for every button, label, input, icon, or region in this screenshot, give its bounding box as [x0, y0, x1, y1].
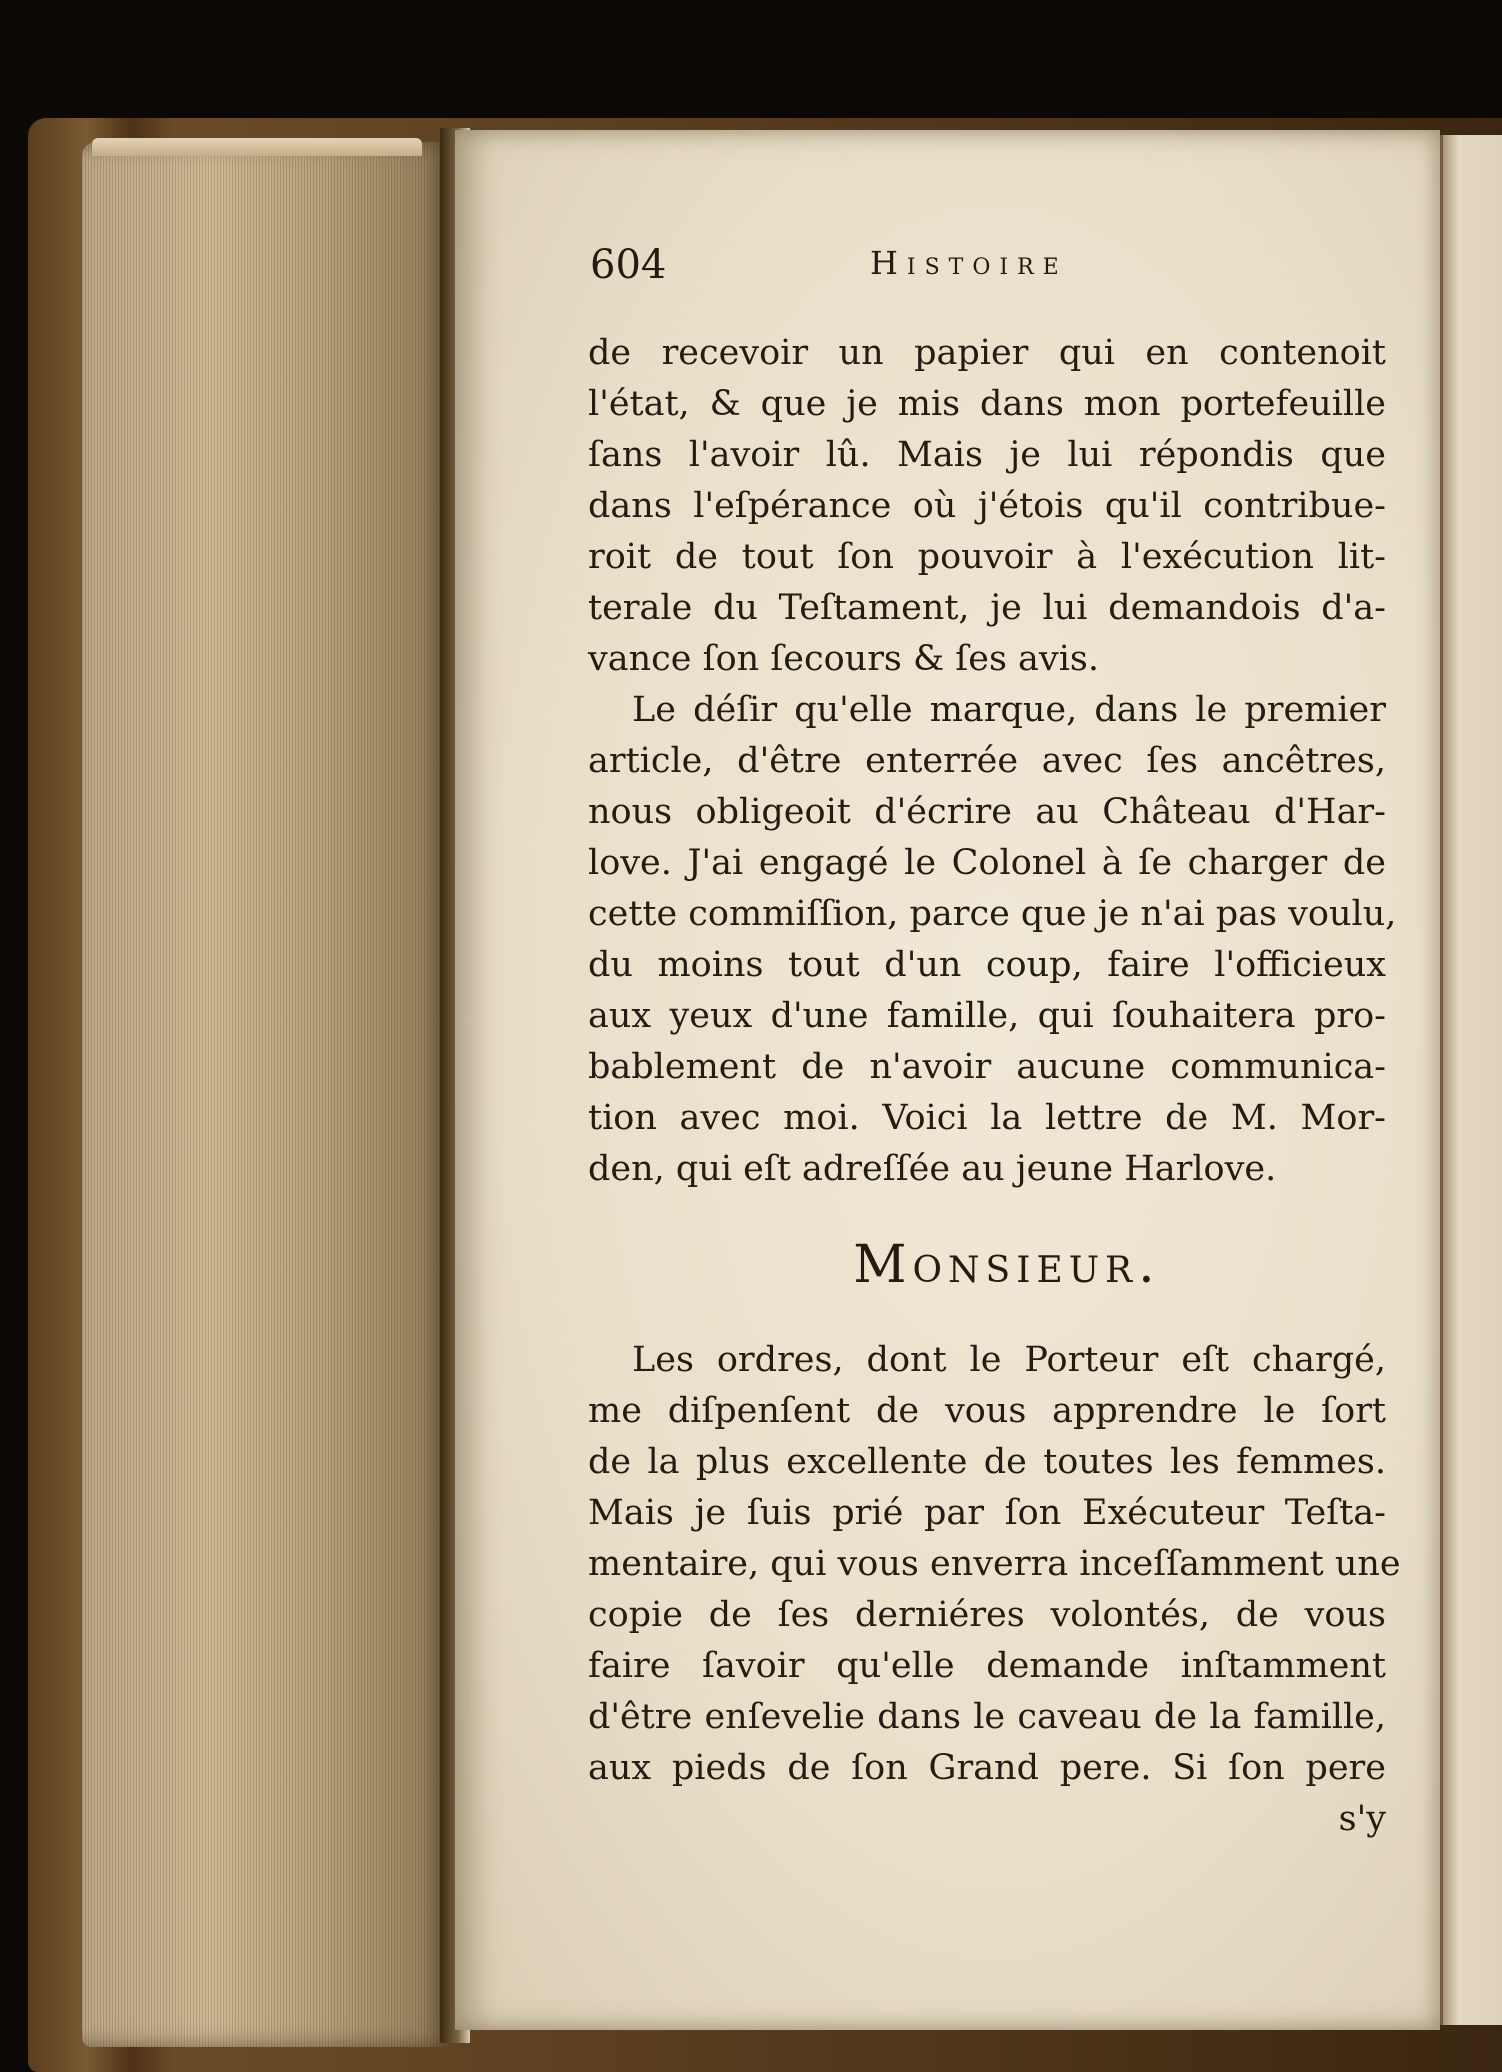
text-line: du moins tout d'un coup, faire l'officieux: [588, 945, 1386, 985]
text-line: nous obligeoit d'écrire au Château d'Har-: [588, 792, 1386, 832]
running-title: Histoire: [870, 244, 1068, 282]
text-line: bablement de n'avoir aucune communica-: [588, 1047, 1386, 1087]
text-line: article, d'être enterrée avec ſes ancêtres,: [588, 741, 1386, 781]
text-line: tion avec moi. Voici la lettre de M. Mor-: [588, 1098, 1386, 1138]
text-line: roit de tout ſon pouvoir à l'exécution lit-: [588, 537, 1386, 577]
text-line: cette commiſſion, parce que je n'ai pas voulu,: [588, 894, 1397, 934]
letter-line: de la plus excellente de toutes les femmes.: [588, 1442, 1386, 1482]
letter-line: Les ordres, dont le Porteur eſt chargé,: [632, 1340, 1386, 1380]
text-line: ſans l'avoir lû. Mais je lui répondis que: [588, 435, 1386, 475]
letter-line: faire ſavoir qu'elle demande inſtamment: [588, 1646, 1386, 1686]
letter-salutation: Monsieur.: [853, 1235, 1161, 1295]
page-edges-top: [92, 138, 422, 156]
letter-line: d'être enſevelie dans le caveau de la famille,: [588, 1697, 1386, 1737]
text-line: Le déſir qu'elle marque, dans le premier: [632, 690, 1386, 730]
text-line: terale du Teſtament, je lui demandois d'a-: [588, 588, 1386, 628]
running-head: [590, 238, 1420, 298]
letter-line: copie de ſes derniéres volontés, de vous: [588, 1595, 1386, 1635]
text-line: dans l'eſpérance où j'étois qu'il contribue-: [588, 486, 1386, 526]
spacer: [588, 1325, 1386, 1335]
text-line: aux yeux d'une famille, qui ſouhaitera pro-: [588, 996, 1386, 1036]
letter-line: Mais je ſuis prié par ſon Exécuteur Teſta-: [588, 1493, 1386, 1533]
page-edges: [82, 142, 452, 2047]
text-line: love. J'ai engagé le Colonel à ſe charger de: [588, 843, 1386, 883]
text-line: de recevoir un papier qui en contenoit: [588, 333, 1386, 373]
next-page-edge: [1440, 135, 1502, 2025]
letter-line: aux pieds de ſon Grand pere. Si ſon pere: [588, 1748, 1386, 1788]
text-line: den, qui eſt adreſſée au jeune Harlove.: [588, 1149, 1277, 1189]
text-line: l'état, & que je mis dans mon portefeuille: [588, 384, 1386, 424]
text-line: vance ſon ſecours & ſes avis.: [588, 639, 1099, 679]
catchword: s'y: [1338, 1799, 1386, 1839]
page-body: [588, 328, 1401, 1845]
letter-line: me diſpenſent de vous apprendre le ſort: [588, 1391, 1386, 1431]
page-number: 604: [590, 242, 667, 288]
letter-line: mentaire, qui vous enverra inceſſamment une: [588, 1544, 1401, 1584]
